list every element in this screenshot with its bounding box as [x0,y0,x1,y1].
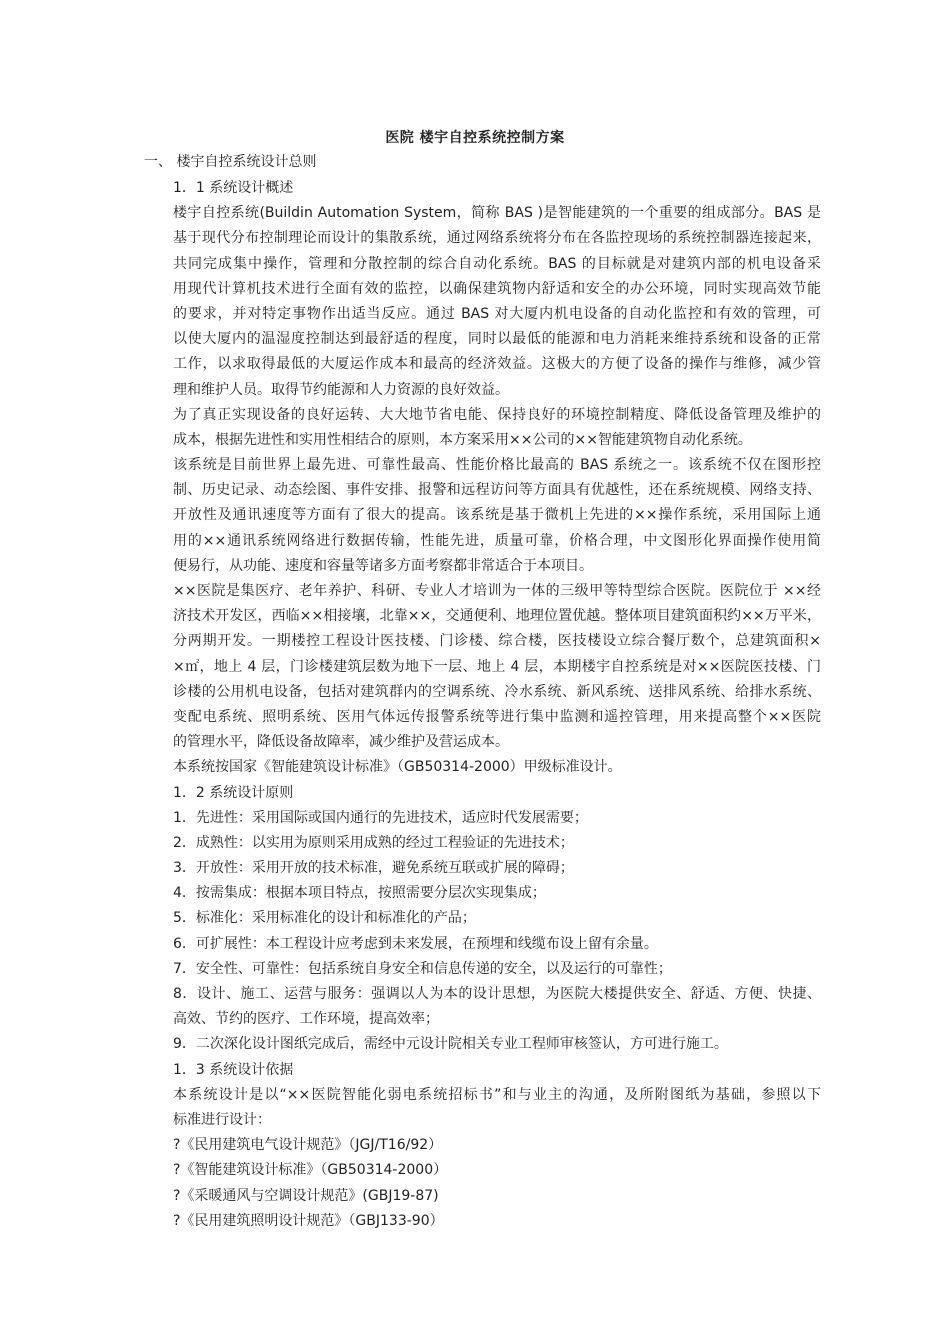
paragraph-line: 分两期开发。一期楼控工程设计医技楼、门诊楼、综合楼，医技楼设立综合餐厅数个，总建筑面积× [173,633,821,650]
list-item: 5．标准化：采用标准化的设计和标准化的产品； [173,910,476,927]
paragraph-line: 共同完成集中操作，管理和分散控制的综合自动化系统。BAS 的目标就是对建筑内部的机电设备采 [173,255,821,272]
paragraph-line: 以使大厦内的温湿度控制达到最舒适的程度，同时以最低的能源和电力消耗来维持系统和设备的正常 [173,331,821,348]
document-body [173,176,821,1234]
paragraph-line: 本系统设计是以“××医院智能化弱电系统招标书”和与业主的沟通，及所附图纸为基础，参照以下 [173,1086,821,1103]
section-heading: 一、 楼宇自控系统设计总则 [144,154,317,170]
paragraph-line: 标准进行设计： [173,1111,271,1128]
reference-item: ?《采暖通风与空调设计规范》(GBJ19-87) [173,1187,439,1204]
paragraph-line: 变配电系统、照明系统、医用气体远传报警系统等进行集中监测和遥控管理，用来提高整个××医院 [173,708,821,725]
list-item: 9．二次深化设计图纸完成后，需经中元设计院相关专业工程师审核签认，方可进行施工。 [173,1036,728,1053]
paragraph-line: 制、历史记录、动态绘图、事件安排、报警和远程访问等方面具有优越性，还在系统规模、网络支持、 [173,482,821,499]
document-title: 医院 楼宇自控系统控制方案 [385,130,565,146]
list-item: 3．开放性：采用开放的技术标准，避免系统互联或扩展的障碍； [173,860,574,877]
paragraph-line: 的管理水平，降低设备故障率，减少维护及营运成本。 [173,734,509,751]
paragraph-line: 理和维护人员。取得节约能源和人力资源的良好效益。 [173,381,509,398]
paragraph-line: 济技术开发区，西临××相接壤，北靠××，交通便利、地理位置优越。整体项目建筑面积约××万平米， [173,608,821,625]
reference-item: ?《智能建筑设计标准》（GB50314-2000） [173,1162,448,1179]
subsection-heading: 1．3 系统设计依据 [173,1061,294,1078]
list-item: 高效、节约的医疗、工作环境，提高效率； [173,1011,439,1028]
paragraph-line: 开放性及通讯速度等方面有了很大的提高。该系统是基于微机上先进的××操作系统，采用国际上通 [173,507,821,524]
reference-item: ?《民用建筑照明设计规范》（GBJ133-90） [173,1212,444,1229]
paragraph-line: 该系统是目前世界上最先进、可靠性最高、性能价格比最高的 BAS 系统之一。该系统不仅在图形控 [173,457,821,474]
paragraph-line: 诊楼的公用机电设备，包括对建筑群内的空调系统、冷水系统、新风系统、送排风系统、给排水系统、 [173,683,821,700]
paragraph-line: 为了真正实现设备的良好运转、大大地节省电能、保持良好的环境控制精度、降低设备管理及维护的 [173,406,821,423]
list-item: 6．可扩展性：本工程设计应考虑到未来发展，在预埋和线缆布设上留有余量。 [173,935,658,952]
paragraph-line: ××医院是集医疗、老年养护、科研、专业人才培训为一体的三级甲等特型综合医院。医院位于 ××经 [173,583,821,599]
paragraph-line: 的要求，并对特定事物作出适当反应。通过 BAS 对大厦内机电设备的自动化监控和有效的管理，可 [173,305,821,322]
subsection-heading: 1．2 系统设计原则 [173,784,294,801]
subsection-heading: 1．1 系统设计概述 [173,180,294,196]
list-item: 1．先进性：采用国际或国内通行的先进技术，适应时代发展需要； [173,809,588,826]
paragraph-line: ×㎡，地上 4 层，门诊楼建筑层数为地下一层、地上 4 层，本期楼宇自控系统是对××医院医技楼、门 [173,658,821,675]
paragraph-line: 基于现代分布控制理论而设计的集散系统，通过网络系统将分布在各监控现场的系统控制器连接起来， [173,230,821,247]
paragraph-line: 用现代计算机技术进行全面有效的监控，以确保建筑物内舒适和安全的办公环境，同时实现高效节能 [173,280,821,297]
paragraph-line: 成本，根据先进性和实用性相结合的原则，本方案采用××公司的××智能建筑物自动化系统。 [173,431,752,448]
list-item: 2．成熟性：以实用为原则采用成熟的经过工程验证的先进技术； [173,834,574,851]
paragraph-line: 便易行，从功能、速度和容量等诸多方面考察都非常适合于本项目。 [173,557,593,574]
paragraph-line: 工作，以求取得最低的大厦运作成本和最高的经济效益。这极大的方便了设备的操作与维修，减少管 [173,356,821,373]
paragraph-line: 本系统按国家《智能建筑设计标准》（GB50314-2000）甲级标准设计。 [173,759,622,776]
list-item: 4．按需集成：根据本项目特点，按照需要分层次实现集成； [173,885,546,902]
paragraph-line: 用的××通讯系统网络进行数据传输，性能先进，质量可靠，价格合理，中文图形化界面操作使用简 [173,532,821,549]
list-item: 7．安全性、可靠性：包括系统自身安全和信息传递的安全，以及运行的可靠性； [173,960,672,977]
paragraph-line: 楼宇自控系统(Buildin Automation System，简称 BAS )是智能建筑的一个重要的组成部分。BAS 是 [173,205,821,222]
reference-item: ?《民用建筑电气设计规范》（JGJ/T16/92） [173,1137,443,1154]
list-item: 8．设计、施工、运营与服务：强调以人为本的设计思想，为医院大楼提供安全、舒适、方便、快捷、 [173,986,821,1002]
